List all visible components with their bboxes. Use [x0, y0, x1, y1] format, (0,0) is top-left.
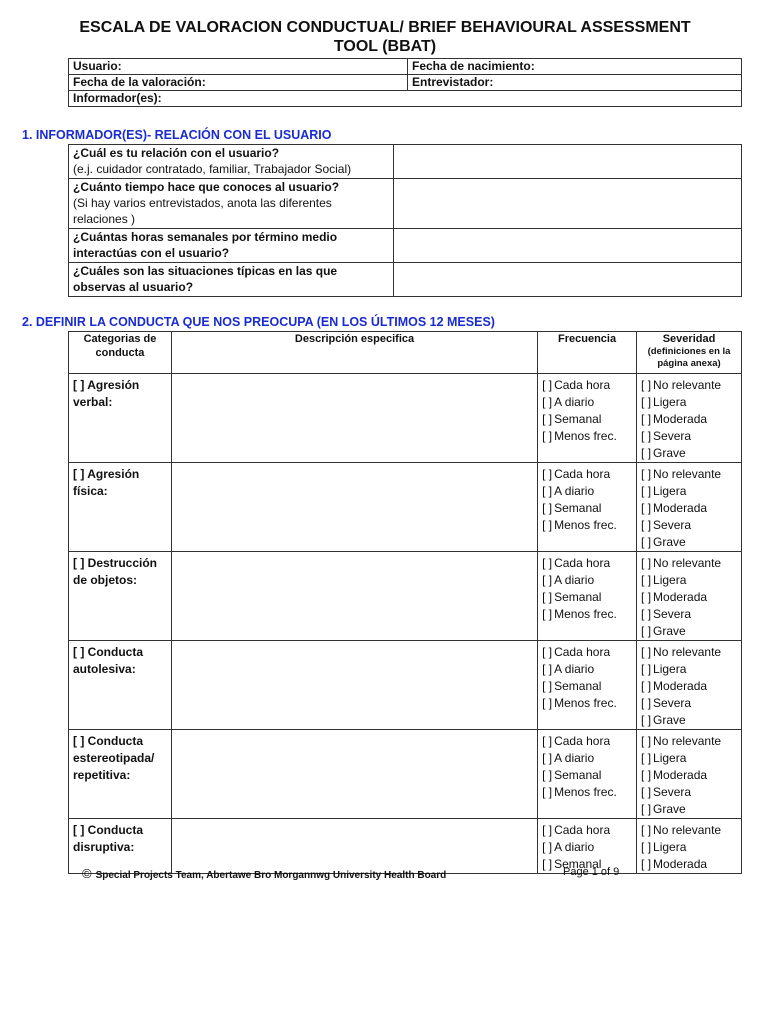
frequency-option[interactable]	[542, 483, 632, 500]
checkbox-icon[interactable]: [ ]	[641, 734, 652, 748]
frequency-option[interactable]	[542, 377, 632, 394]
checkbox-icon[interactable]: [ ]	[542, 573, 553, 587]
severity-option[interactable]	[641, 555, 737, 572]
checkbox-icon[interactable]: [ ]	[641, 446, 652, 460]
footer-text: Special Projects Team, Abertawe Bro Morgannwg University Health Board	[95, 870, 447, 881]
behaviour-row	[69, 374, 742, 463]
answer-time-known[interactable]	[394, 179, 742, 229]
checkbox-icon[interactable]: [ ]	[641, 840, 652, 854]
severity-option[interactable]	[641, 589, 737, 606]
frequency-label: A diario	[554, 662, 595, 676]
frequency-label: A diario	[554, 751, 595, 765]
behaviour-row	[69, 641, 742, 730]
checkbox-icon[interactable]: [ ]	[641, 590, 652, 604]
frequency-label: Cada hora	[554, 378, 611, 392]
question-text: ¿Cuánto tiempo hace que conoces al usuario?	[73, 180, 340, 194]
severity-options	[637, 463, 742, 552]
checkbox-icon[interactable]: [ ]	[641, 573, 652, 587]
checkbox-icon[interactable]: [ ]	[542, 840, 553, 854]
behaviour-category[interactable]: [ ] Destrucción de objetos:	[69, 552, 172, 641]
severity-label: Ligera	[653, 573, 687, 587]
severity-options	[637, 374, 742, 463]
behaviour-category[interactable]: [ ] Conducta disruptiva:	[69, 819, 172, 874]
section2-table	[68, 331, 742, 874]
frequency-option[interactable]	[542, 517, 632, 534]
question-situations	[69, 263, 394, 297]
frequency-option[interactable]	[542, 572, 632, 589]
behaviour-description[interactable]	[171, 730, 537, 819]
title-line-1: ESCALA DE VALORACION CONDUCTUAL/ BRIEF BEHAVIOURAL ASSESSMENT	[79, 19, 691, 36]
usuario-field[interactable]: Usuario:	[69, 59, 408, 75]
behaviour-category[interactable]: [ ] Conducta estereotipada/ repetitiva:	[69, 730, 172, 819]
frequency-option[interactable]	[542, 839, 632, 856]
checkbox-icon[interactable]: [ ]	[542, 395, 553, 409]
checkbox-icon[interactable]: [ ]	[542, 679, 553, 693]
severity-option[interactable]	[641, 483, 737, 500]
severity-option[interactable]	[641, 712, 737, 729]
frequency-label: Semanal	[554, 412, 602, 426]
behaviour-description[interactable]	[171, 374, 537, 463]
severity-label: Ligera	[653, 484, 687, 498]
severity-option[interactable]	[641, 572, 737, 589]
fecha-valoracion-field[interactable]: Fecha de la valoración:	[69, 75, 408, 91]
severity-options	[637, 730, 742, 819]
severity-label: Moderada	[653, 501, 708, 515]
severity-label: Moderada	[653, 590, 708, 604]
severidad-note: (definiciones en la página anexa)	[647, 346, 731, 369]
frequency-label: A diario	[554, 573, 595, 587]
severity-label: Severa	[653, 518, 692, 532]
question-text: ¿Cuántas horas semanales por término medio interactúas con el usuario?	[73, 230, 338, 260]
frequency-option[interactable]	[542, 733, 632, 750]
checkbox-icon[interactable]: [ ]	[641, 645, 652, 659]
entrevistador-field[interactable]: Entrevistador:	[408, 75, 742, 91]
checkbox-icon[interactable]: [ ]	[641, 679, 652, 693]
frequency-label: A diario	[554, 395, 595, 409]
checkbox-icon[interactable]: [ ]	[641, 713, 652, 727]
checkbox-icon[interactable]: [ ]	[641, 607, 652, 621]
behaviour-row	[69, 730, 742, 819]
severity-label: Grave	[653, 713, 686, 727]
severity-option[interactable]	[641, 466, 737, 483]
informador-field[interactable]: Informador(es):	[69, 91, 742, 107]
frequency-label: Menos frec.	[554, 696, 617, 710]
severity-option[interactable]	[641, 733, 737, 750]
frequency-option[interactable]	[542, 606, 632, 623]
header-table	[68, 58, 742, 107]
question-text: ¿Cuál es tu relación con el usuario?	[73, 146, 280, 160]
checkbox-icon[interactable]: [ ]	[542, 429, 553, 443]
checkbox-icon[interactable]: [ ]	[641, 785, 652, 799]
checkbox-icon[interactable]: [ ]	[542, 857, 553, 871]
question-time-known	[69, 179, 394, 229]
severity-option[interactable]	[641, 801, 737, 818]
checkbox-icon[interactable]: [ ]	[641, 467, 652, 481]
behaviour-row	[69, 552, 742, 641]
frequency-label: Semanal	[554, 501, 602, 515]
frequency-label: Semanal	[554, 857, 602, 871]
frequency-option[interactable]	[542, 466, 632, 483]
answer-situations[interactable]	[394, 263, 742, 297]
frequency-label: Semanal	[554, 590, 602, 604]
severity-label: Moderada	[653, 412, 708, 426]
severity-label: No relevante	[653, 734, 722, 748]
frequency-option[interactable]	[542, 411, 632, 428]
severity-label: No relevante	[653, 556, 722, 570]
checkbox-icon[interactable]: [ ]	[641, 484, 652, 498]
document-title	[40, 18, 730, 56]
frequency-option[interactable]	[542, 644, 632, 661]
frequency-label: Cada hora	[554, 823, 611, 837]
checkbox-icon[interactable]: [ ]	[542, 768, 553, 782]
severity-option[interactable]	[641, 678, 737, 695]
severity-option[interactable]	[641, 623, 737, 640]
title-line-2: TOOL (BBAT)	[333, 38, 437, 55]
severity-label: Severa	[653, 429, 692, 443]
severity-label: Moderada	[653, 768, 708, 782]
checkbox-icon[interactable]: [ ]	[542, 823, 553, 837]
severity-label: No relevante	[653, 467, 722, 481]
severity-label: Grave	[653, 802, 686, 816]
section2-title: 2. DEFINIR LA CONDUCTA QUE NOS PREOCUPA (EN LOS ÚLTIMOS 12 MESES)	[22, 315, 495, 329]
checkbox-icon[interactable]: [ ]	[641, 768, 652, 782]
behaviour-description[interactable]	[171, 463, 537, 552]
checkbox-icon[interactable]: [ ]	[542, 501, 553, 515]
severity-option[interactable]	[641, 411, 737, 428]
frequency-option[interactable]	[542, 589, 632, 606]
severity-option[interactable]	[641, 839, 737, 856]
severity-options	[637, 641, 742, 730]
checkbox-icon[interactable]: [ ]	[641, 412, 652, 426]
frequency-option[interactable]	[542, 500, 632, 517]
frequency-option[interactable]	[542, 394, 632, 411]
severity-option[interactable]	[641, 445, 737, 462]
severity-label: Grave	[653, 624, 686, 638]
severity-label: Grave	[653, 446, 686, 460]
severity-label: Moderada	[653, 857, 708, 871]
severity-option[interactable]	[641, 428, 737, 445]
frequency-label: Menos frec.	[554, 607, 617, 621]
severity-option[interactable]	[641, 661, 737, 678]
checkbox-icon[interactable]: [ ]	[641, 429, 652, 443]
frequency-options	[538, 374, 637, 463]
question-hint: (e.j. cuidador contratado, familiar, Trabajador Social)	[73, 162, 352, 176]
severity-label: Severa	[653, 696, 692, 710]
severity-option[interactable]	[641, 517, 737, 534]
behaviour-category[interactable]: [ ] Conducta autolesiva:	[69, 641, 172, 730]
footer-credit	[82, 866, 446, 881]
checkbox-icon[interactable]: [ ]	[641, 556, 652, 570]
severity-option[interactable]	[641, 822, 737, 839]
severity-label: Severa	[653, 785, 692, 799]
checkbox-icon[interactable]: [ ]	[641, 823, 652, 837]
frequency-label: Semanal	[554, 679, 602, 693]
severity-label: Severa	[653, 607, 692, 621]
severity-option[interactable]	[641, 784, 737, 801]
checkbox-icon[interactable]: [ ]	[641, 535, 652, 549]
frequency-label: Cada hora	[554, 467, 611, 481]
frequency-options	[538, 730, 637, 819]
severity-option[interactable]	[641, 767, 737, 784]
checkbox-icon[interactable]: [ ]	[542, 518, 553, 532]
frequency-options	[538, 463, 637, 552]
question-hint: (Si hay varios entrevistados, anota las diferentes relaciones )	[73, 196, 332, 226]
answer-weekly-hours[interactable]	[394, 229, 742, 263]
section1-table	[68, 144, 742, 297]
behaviour-category[interactable]: [ ] Agresión física:	[69, 463, 172, 552]
checkbox-icon[interactable]: [ ]	[542, 734, 553, 748]
frequency-label: Menos frec.	[554, 518, 617, 532]
checkbox-icon[interactable]: [ ]	[641, 501, 652, 515]
checkbox-icon[interactable]: [ ]	[542, 590, 553, 604]
section1-title: 1. INFORMADOR(ES)- RELACIÓN CON EL USUARIO	[22, 128, 332, 142]
frequency-label: Menos frec.	[554, 785, 617, 799]
question-relationship	[69, 145, 394, 179]
checkbox-icon[interactable]: [ ]	[542, 696, 553, 710]
behaviour-description[interactable]	[171, 552, 537, 641]
frequency-option[interactable]	[542, 822, 632, 839]
severity-label: Ligera	[653, 662, 687, 676]
severity-option[interactable]	[641, 750, 737, 767]
severity-option[interactable]	[641, 534, 737, 551]
frequency-label: A diario	[554, 484, 595, 498]
answer-relationship[interactable]	[394, 145, 742, 179]
frequency-option[interactable]	[542, 678, 632, 695]
checkbox-icon[interactable]: [ ]	[542, 378, 553, 392]
severity-label: Moderada	[653, 679, 708, 693]
frequency-option[interactable]	[542, 428, 632, 445]
severity-label: Ligera	[653, 840, 687, 854]
copyright-icon: ©	[82, 866, 92, 881]
severity-option[interactable]	[641, 606, 737, 623]
frequency-label: Menos frec.	[554, 429, 617, 443]
header-severidad	[637, 332, 742, 374]
severity-label: Ligera	[653, 395, 687, 409]
checkbox-icon[interactable]: [ ]	[542, 412, 553, 426]
checkbox-icon[interactable]: [ ]	[542, 484, 553, 498]
page-number: Page 1 of 9	[563, 866, 620, 878]
frequency-option[interactable]	[542, 695, 632, 712]
checkbox-icon[interactable]: [ ]	[641, 378, 652, 392]
checkbox-icon[interactable]: [ ]	[542, 662, 553, 676]
severity-options	[637, 552, 742, 641]
checkbox-icon[interactable]: [ ]	[542, 467, 553, 481]
frequency-label: A diario	[554, 840, 595, 854]
frequency-label: Cada hora	[554, 645, 611, 659]
severity-label: No relevante	[653, 823, 722, 837]
checkbox-icon[interactable]: [ ]	[542, 556, 553, 570]
severidad-label: Severidad	[662, 333, 716, 345]
frequency-option[interactable]	[542, 661, 632, 678]
checkbox-icon[interactable]: [ ]	[641, 624, 652, 638]
frequency-label: Cada hora	[554, 556, 611, 570]
checkbox-icon[interactable]: [ ]	[641, 662, 652, 676]
checkbox-icon[interactable]: [ ]	[542, 751, 553, 765]
frequency-label: Semanal	[554, 768, 602, 782]
severity-label: No relevante	[653, 645, 722, 659]
frequency-label: Cada hora	[554, 734, 611, 748]
checkbox-icon[interactable]: [ ]	[641, 696, 652, 710]
header-categorias: Categorias de conducta	[69, 332, 172, 374]
checkbox-icon[interactable]: [ ]	[641, 751, 652, 765]
frequency-option[interactable]	[542, 784, 632, 801]
checkbox-icon[interactable]: [ ]	[542, 645, 553, 659]
severity-option[interactable]	[641, 394, 737, 411]
frequency-options	[538, 641, 637, 730]
frequency-option[interactable]	[542, 555, 632, 572]
severity-option[interactable]	[641, 644, 737, 661]
severity-options	[637, 819, 742, 874]
severity-option[interactable]	[641, 695, 737, 712]
severity-option[interactable]	[641, 500, 737, 517]
severity-label: Grave	[653, 535, 686, 549]
frequency-option[interactable]	[542, 767, 632, 784]
checkbox-icon[interactable]: [ ]	[641, 857, 652, 871]
header-frecuencia: Frecuencia	[538, 332, 637, 374]
severity-option[interactable]	[641, 856, 737, 873]
checkbox-icon[interactable]: [ ]	[641, 518, 652, 532]
fecha-nacimiento-field[interactable]: Fecha de nacimiento:	[408, 59, 742, 75]
severity-label: Ligera	[653, 751, 687, 765]
frequency-options	[538, 552, 637, 641]
checkbox-icon[interactable]: [ ]	[542, 607, 553, 621]
severity-option[interactable]	[641, 377, 737, 394]
header-descripcion: Descripción especifica	[171, 332, 537, 374]
question-weekly-hours	[69, 229, 394, 263]
checkbox-icon[interactable]: [ ]	[641, 802, 652, 816]
checkbox-icon[interactable]: [ ]	[542, 785, 553, 799]
checkbox-icon[interactable]: [ ]	[641, 395, 652, 409]
severity-label: No relevante	[653, 378, 722, 392]
question-text: ¿Cuáles son las situaciones típicas en las que observas al usuario?	[73, 264, 338, 294]
behaviour-category[interactable]: [ ] Agresión verbal:	[69, 374, 172, 463]
behaviour-description[interactable]	[171, 641, 537, 730]
frequency-option[interactable]	[542, 750, 632, 767]
behaviour-row	[69, 463, 742, 552]
